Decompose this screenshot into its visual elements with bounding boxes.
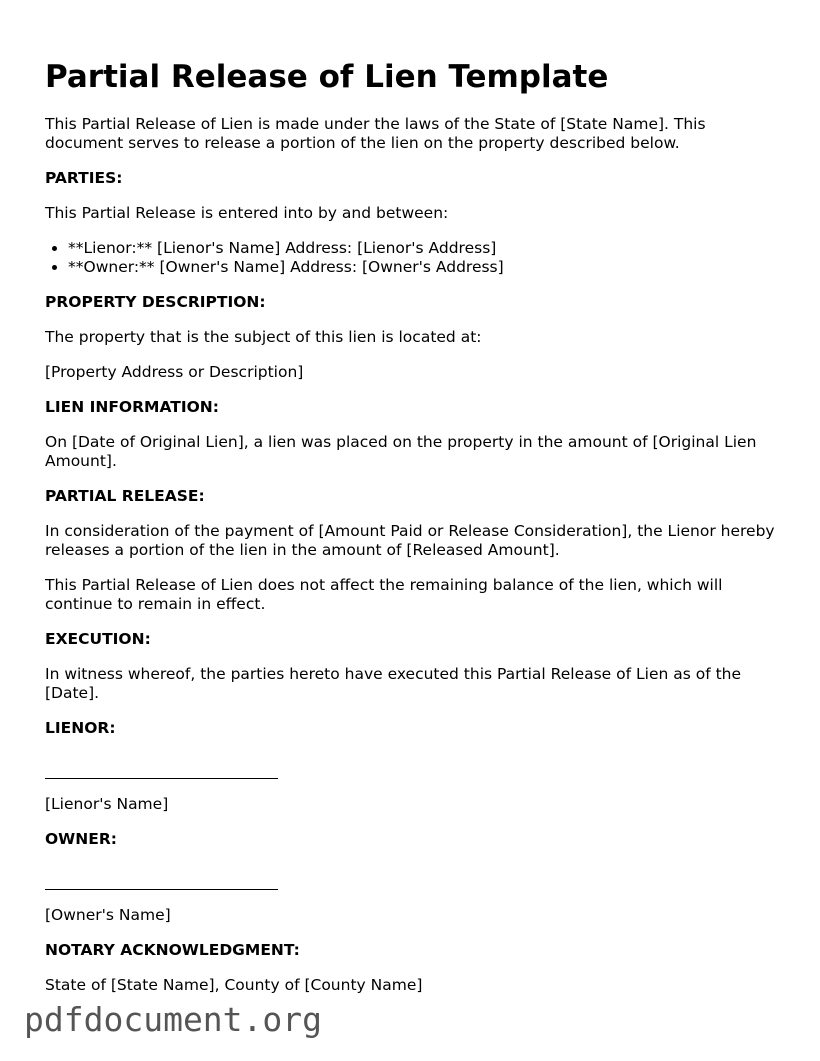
party-lienor-item: • **Lienor:** [Lienor's Name] Address: [Lienor's Address] (68, 239, 785, 258)
owner-name: [Owner's Name] (45, 906, 171, 924)
partial-release-text-2: This Partial Release of Lien does not affect the remaining balance of the lien, which will continue to remain in effect. (45, 576, 723, 613)
property-text: The property that is the subject of this lien is located at: (45, 328, 482, 346)
property-heading: PROPERTY DESCRIPTION: (45, 293, 266, 311)
lienor-heading: LIENOR: (45, 719, 116, 737)
parties-text: This Partial Release is entered into by and between: (45, 204, 449, 222)
notary-heading: NOTARY ACKNOWLEDGMENT: (45, 941, 300, 959)
partial-release-heading: PARTIAL RELEASE: (45, 487, 205, 505)
watermark-logo: pdfdocument.org (24, 1000, 323, 1039)
lien-info-text: On [Date of Original Lien], a lien was placed on the property in the amount of [Original Lien Amount]. (45, 433, 757, 470)
parties-heading: PARTIES: (45, 169, 123, 187)
lienor-signature-line (45, 754, 278, 779)
lienor-name: [Lienor's Name] (45, 795, 169, 813)
notary-text: State of [State Name], County of [County Name] (45, 976, 423, 994)
owner-signature-line (45, 865, 278, 890)
lien-info-heading: LIEN INFORMATION: (45, 398, 219, 416)
execution-heading: EXECUTION: (45, 630, 151, 648)
execution-text: In witness whereof, the parties hereto have executed this Partial Release of Lien as of the [Date]. (45, 665, 742, 702)
document-page (45, 55, 785, 1011)
property-address: [Property Address or Description] (45, 363, 304, 381)
intro-paragraph: This Partial Release of Lien is made under the laws of the State of [State Name]. This document serves to release a portion of the lien on the property described below. (45, 115, 706, 152)
partial-release-text-1: In consideration of the payment of [Amount Paid or Release Consideration], the Lienor hereby releases a portion of the lien in the amount of [Released Amount]. (45, 522, 775, 559)
owner-heading: OWNER: (45, 830, 117, 848)
document-title: Partial Release of Lien Template (45, 59, 609, 95)
party-owner-item: • **Owner:** [Owner's Name] Address: [Owner's Address] (68, 258, 785, 277)
parties-list (45, 239, 785, 277)
